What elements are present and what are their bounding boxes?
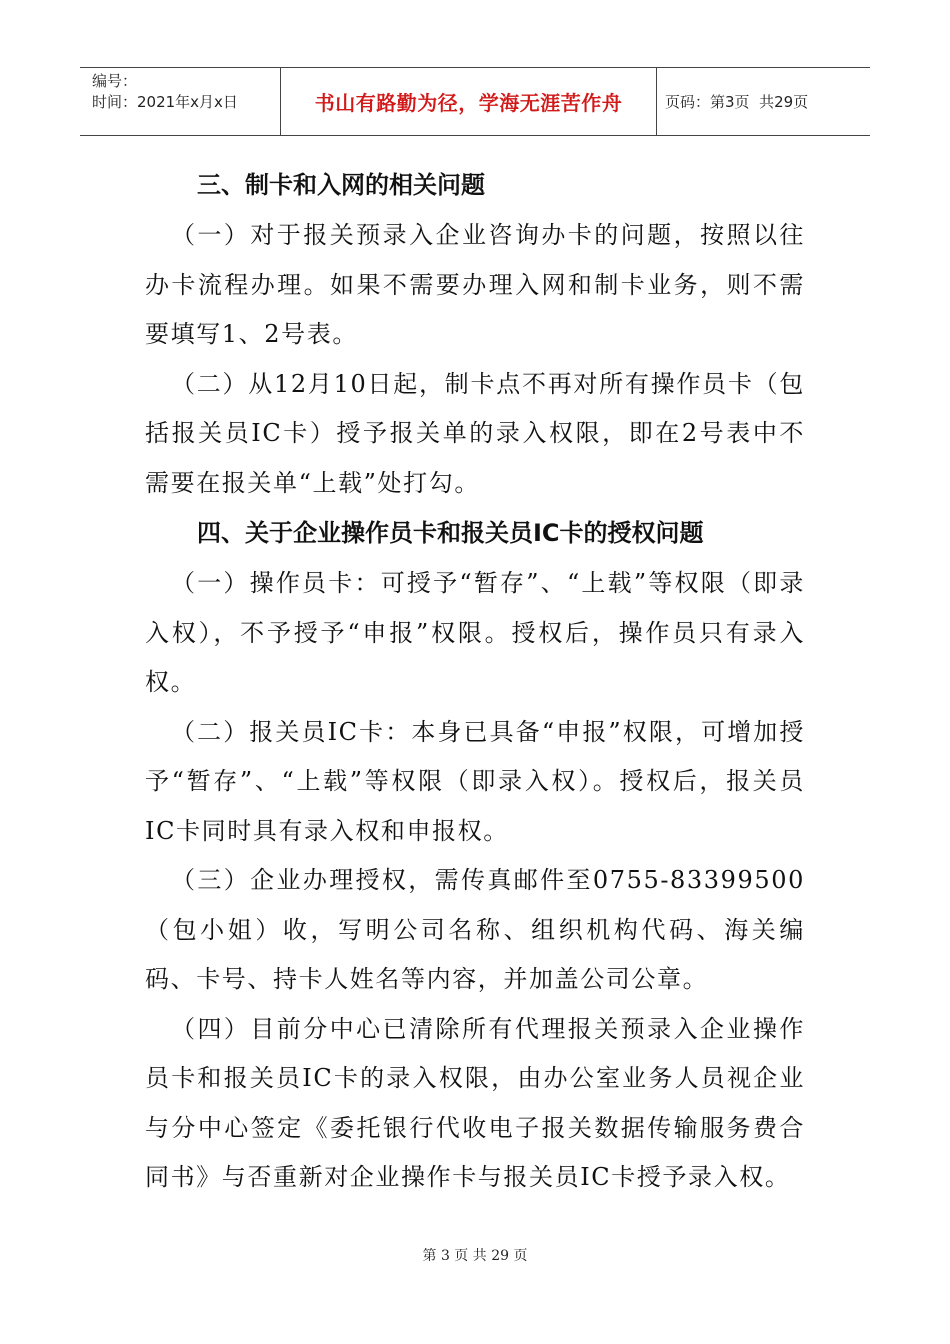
page-header [80,67,870,136]
document-body [145,160,805,1203]
paragraph-3-2: （二）从12月10日起，制卡点不再对所有操作员卡（包括报关员IC卡）授予报关单的录入权限，即在2号表中不需要在报关单“上载”处打勾。 [145,369,805,497]
header-motto: 书山有路勤为径，学海无涯苦作舟 [281,68,657,135]
header-page-info: 页码：第3页 共29页 [665,93,809,111]
header-meta [80,68,281,135]
page-footer: 第 3 页 共 29 页 [422,1248,528,1264]
paragraph-4-1: （一）操作员卡：可授予“暂存”、“上载”等权限（即录入权），不予授予“申报”权限。授权后，操作员只有录入权。 [145,569,805,696]
paragraph-4-4: （四）目前分中心已清除所有代理报关预录入企业操作员卡和报关员IC卡的录入权限，由办公室业务人员视企业与分中心签定《委托银行代收电子报关数据传输服务费合同书》与否重新对企业操作卡与报关员IC卡授予录入权。 [145,1014,805,1191]
section-heading-3: 三、制卡和入网的相关问题 [197,171,485,199]
paragraph-4-2: （二）报关员IC卡：本身已具备“申报”权限，可增加授予“暂存”、“上载”等权限（即录入权）。授权后，报关员IC卡同时具有录入权和申报权。 [145,717,805,845]
paragraph-3-1: （一）对于报关预录入企业咨询办卡的问题，按照以往办卡流程办理。如果不需要办理入网和制卡业务，则不需要填写1、2号表。 [145,221,805,348]
document-number-label: 编号： [92,72,138,90]
paragraph-4-3: （三）企业办理授权，需传真邮件至0755-83399500（包小姐）收，写明公司名称、组织机构代码、海关编码、卡号、持卡人姓名等内容，并加盖公司公章。 [145,866,805,993]
document-date: 时间：2021年x月x日 [92,93,238,111]
section-heading-4: 四、关于企业操作员卡和报关员IC卡的授权问题 [197,519,704,547]
